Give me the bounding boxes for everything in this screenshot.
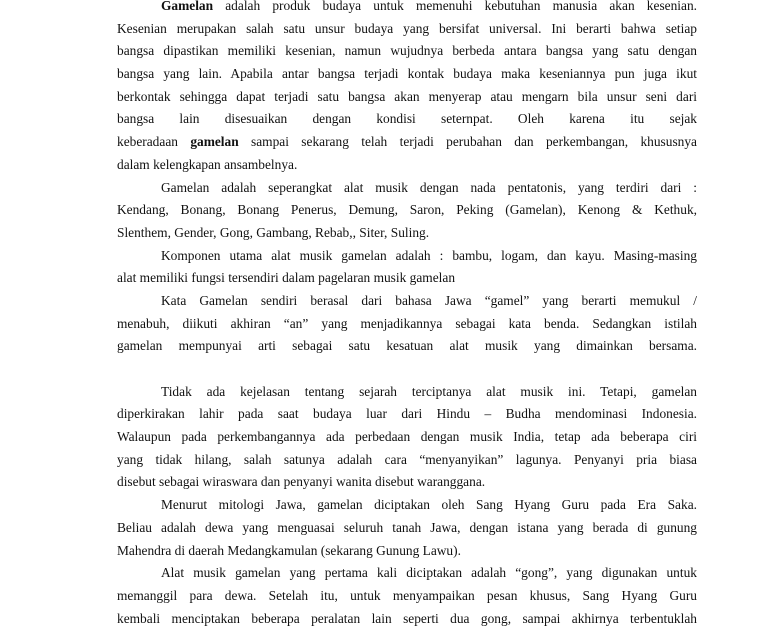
text-line: bangsa dipastikan memiliki kesenian, namun wujudnya berbeda antara bangsa yang satu dengan [117,43,697,59]
text-line: diperkirakan lahir pada saat budaya luar dari Hindu – Budha mendominasi Indonesia. [117,406,697,422]
text-line: Alat musik gamelan yang pertama kali diciptakan adalah “gong”, yang digunakan untuk [161,565,697,581]
text-line: Slenthem, Gender, Gong, Gambang, Rebab,, Siter, Suling. [117,224,430,240]
paragraph-2 [117,177,697,245]
paragraph-3 [117,245,697,290]
text-line: alat memiliki fungsi tersendiri dalam pagelaran musik gamelan [117,270,456,286]
text-line: memanggil para dewa. Setelah itu, untuk menyampaikan pesan khusus, Sang Hyang Guru [117,587,697,603]
text-line: Kata Gamelan sendiri berasal dari bahasa Jawa “gamel” yang berarti memukul / [161,292,697,308]
text-line: Menurut mitologi Jawa, gamelan diciptakan oleh Sang Hyang Guru pada Era Saka. [161,497,697,513]
text-line: berkontak sehingga dapat terjadi satu bangsa akan menyerap atau mengarn bila unsur seni dari [117,88,697,104]
text-line: yang tidak hilang, salah satunya adalah cara “menyanyikan” lagunya. Penyanyi pria biasa [117,451,697,467]
paragraph-6 [117,494,697,562]
text-line: kembali menciptakan beberapa peralatan lain seperti dua gong, sampai akhirnya terbentuklah [117,610,697,626]
text-line: Walaupun pada perkembangannya ada perbedaan dengan musik India, tetap ada beberapa ciri [117,429,697,445]
bold-term: gamelan [190,134,239,150]
text-line: Komponen utama alat musik gamelan adalah : bambu, logam, dan kayu. Masing-masing [161,247,697,263]
bold-term: Gamelan [161,0,214,13]
text-line: Beliau adalah dewa yang menguasai seluruh tanah Jawa, dengan istana yang berada di gunung [117,519,697,535]
text-line: dalam kelengkapan ansambelnya. [117,156,298,172]
text-line: Tidak ada kejelasan tentang sejarah terciptanya alat musik ini. Tetapi, gamelan [161,383,697,399]
text-line: Kesenian merupakan salah satu unsur budaya yang bersifat universal. Ini berarti bahwa setiap [117,20,697,36]
text-line: keberadaan gamelan sampai sekarang telah terjadi perubahan dan perkembangan, khususnya [117,134,697,150]
paragraph-5 [117,381,697,494]
paragraph-4 [117,290,697,358]
text-line: menabuh, diikuti akhiran “an” yang menjadikannya sebagai kata benda. Sedangkan istilah [117,315,697,331]
text-line: Kendang, Bonang, Bonang Penerus, Demung, Saron, Peking (Gamelan), Kenong & Kethuk, [117,202,697,218]
document-page [117,0,697,630]
text-line: bangsa lain disesuaikan dengan kondisi seternpat. Oleh karena itu sejak [117,111,697,127]
paragraph-7 [117,562,697,630]
text-line: Gamelan adalah produk budaya untuk memenuhi kebutuhan manusia akan kesenian. [161,0,697,13]
text-line: disebut sebagai wiraswara dan penyanyi wanita disebut waranggana. [117,474,486,490]
text-line: Mahendra di daerah Medangkamulan (sekarang Gunung Lawu). [117,542,461,558]
paragraph-1 [117,0,697,177]
text-line: gamelan mempunyai arti sebagai satu kesatuan alat musik yang dimainkan bersama. [117,338,697,354]
text-line: bangsa yang lain. Apabila antar bangsa terjadi kontak budaya maka keseniannya pun juga ikut [117,66,697,82]
text-line: Gamelan adalah seperangkat alat musik dengan nada pentatonis, yang terdiri dari : [161,179,697,195]
